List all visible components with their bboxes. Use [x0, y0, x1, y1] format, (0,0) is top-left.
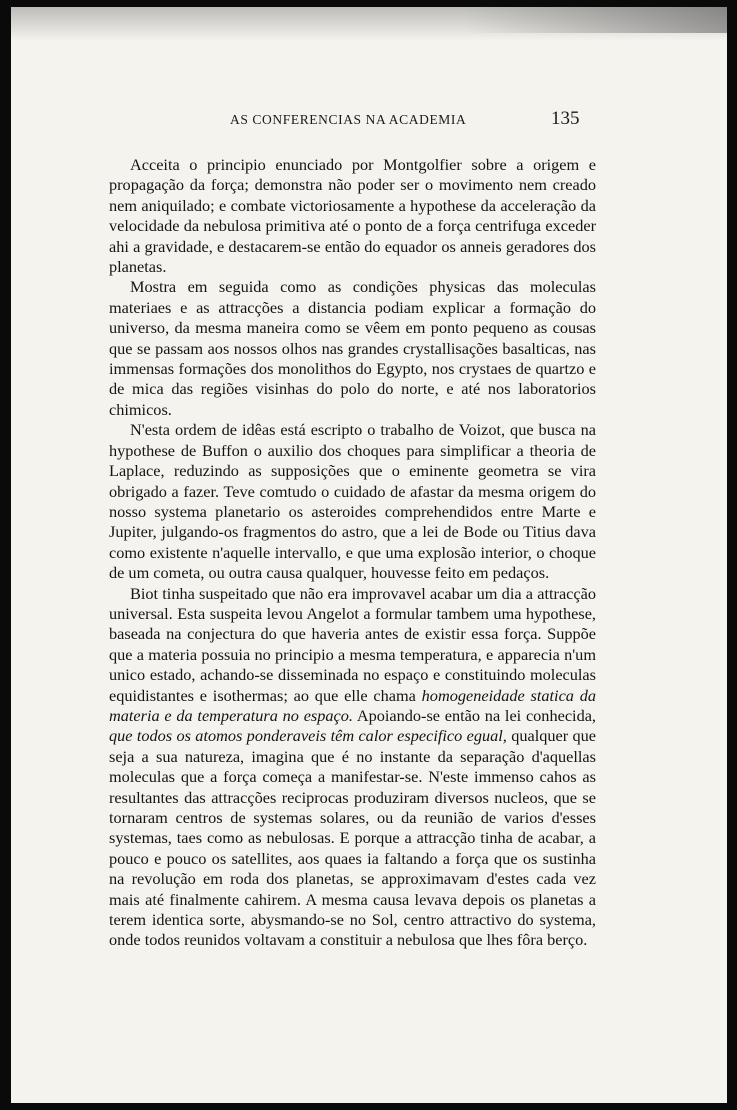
running-title: AS CONFERENCIAS NA ACADEMIA	[230, 112, 467, 127]
running-header	[11, 108, 727, 132]
italic-phrase-homogeneity: homogeneidade statica da materia e da temperatura no espaço.	[109, 685, 597, 725]
paragraph-biot-angelot	[109, 584, 596, 951]
paragraph-molecular-conditions: Mostra em seguida como as condições physicas das moleculas materiaes e as attracções a distancia podiam explicar a formação do universo, da mesma maneira como se vêem em ponto pequeno as cousas que se passam aos nossos olhos nas grandes crystallisações basalticas, nas immensas formações dos monolithos do Egypto, nos crystaes de quartzo e de mica das regiões visinhas do polo do norte, e até nos laboratorios chimicos.	[109, 277, 596, 419]
page-corner-shadow	[467, 7, 727, 33]
book-page	[11, 7, 727, 1103]
italic-phrase-specific-heat: que todos os atomos ponderaveis têm calor especifico egual,	[109, 726, 507, 746]
paragraph-voizot: N'esta ordem de idêas está escripto o trabalho de Voizot, que busca na hypothese de Buffon o auxilio dos choques para simplificar a theoria de Laplace, reduzindo as supposições que o eminente geometra se vira obrigado a fazer. Teve comtudo o cuidado de afastar da mesma origem do nosso systema planetario os asteroides comprehendidos entre Marte e Jupiter, julgando-os fragmentos do astro, que a lei de Bode ou Titius dava como existente n'aquelle intervallo, e que uma explosão interior, o choque de um cometa, ou outra causa qualquer, houvesse feito em pedaços.	[109, 420, 596, 583]
page-number: 135	[551, 108, 580, 129]
paragraph-text: qualquer que seja a sua natureza, imagina que é no instante da separação d'aquellas moleculas que a força começa a manifestar-se. N'este immenso cahos as resultantes das attracções reciprocas produziram diversos nucleos, que se tornaram centros de systemas solares, ou da reunião de varios d'esses systemas, taes como as nebulosas. E porque a attracção tinha de acabar, a pouco e pouco os satellites, aos quaes ia faltando a força que os sustinha na revolução em roda dos planetas, se approximavam d'estes cada vez mais até finalmente cahirem. A mesma causa levava depois os planetas a terem identica sorte, abysmando-se no Sol, centro attractivo do systema, onde todos reunidos voltavam a constituir a nebulosa que lhes fôra berço.	[109, 726, 596, 950]
body-text	[109, 155, 596, 951]
paragraph-montgolfier: Acceita o principio enunciado por Montgolfier sobre a origem e propagação da força; demonstra não poder ser o movimento nem creado nem aniquilado; e combate victoriosamente a hypothese da acceleração da velocidade da nebulosa primitiva até o ponto de a força centrifuga exceder ahi a gravidade, e destacarem-se então do equador os anneis geradores dos planetas.	[109, 155, 596, 277]
paragraph-text: Apoiando-se então na lei conhecida,	[352, 705, 597, 725]
paragraph-text: Biot tinha suspeitado que não era improvavel acabar um dia a attracção universal. Esta suspeita levou Angelot a formular tambem uma hypothese, baseada na conjectura do que haveria antes de existir essa força. Suppõe que a materia possuia no principio a mesma temperatura, e apparecia n'um unico estado, achando-se disseminada no espaço e constituindo moleculas equidistantes e isothermas; ao que elle chama	[109, 583, 596, 705]
